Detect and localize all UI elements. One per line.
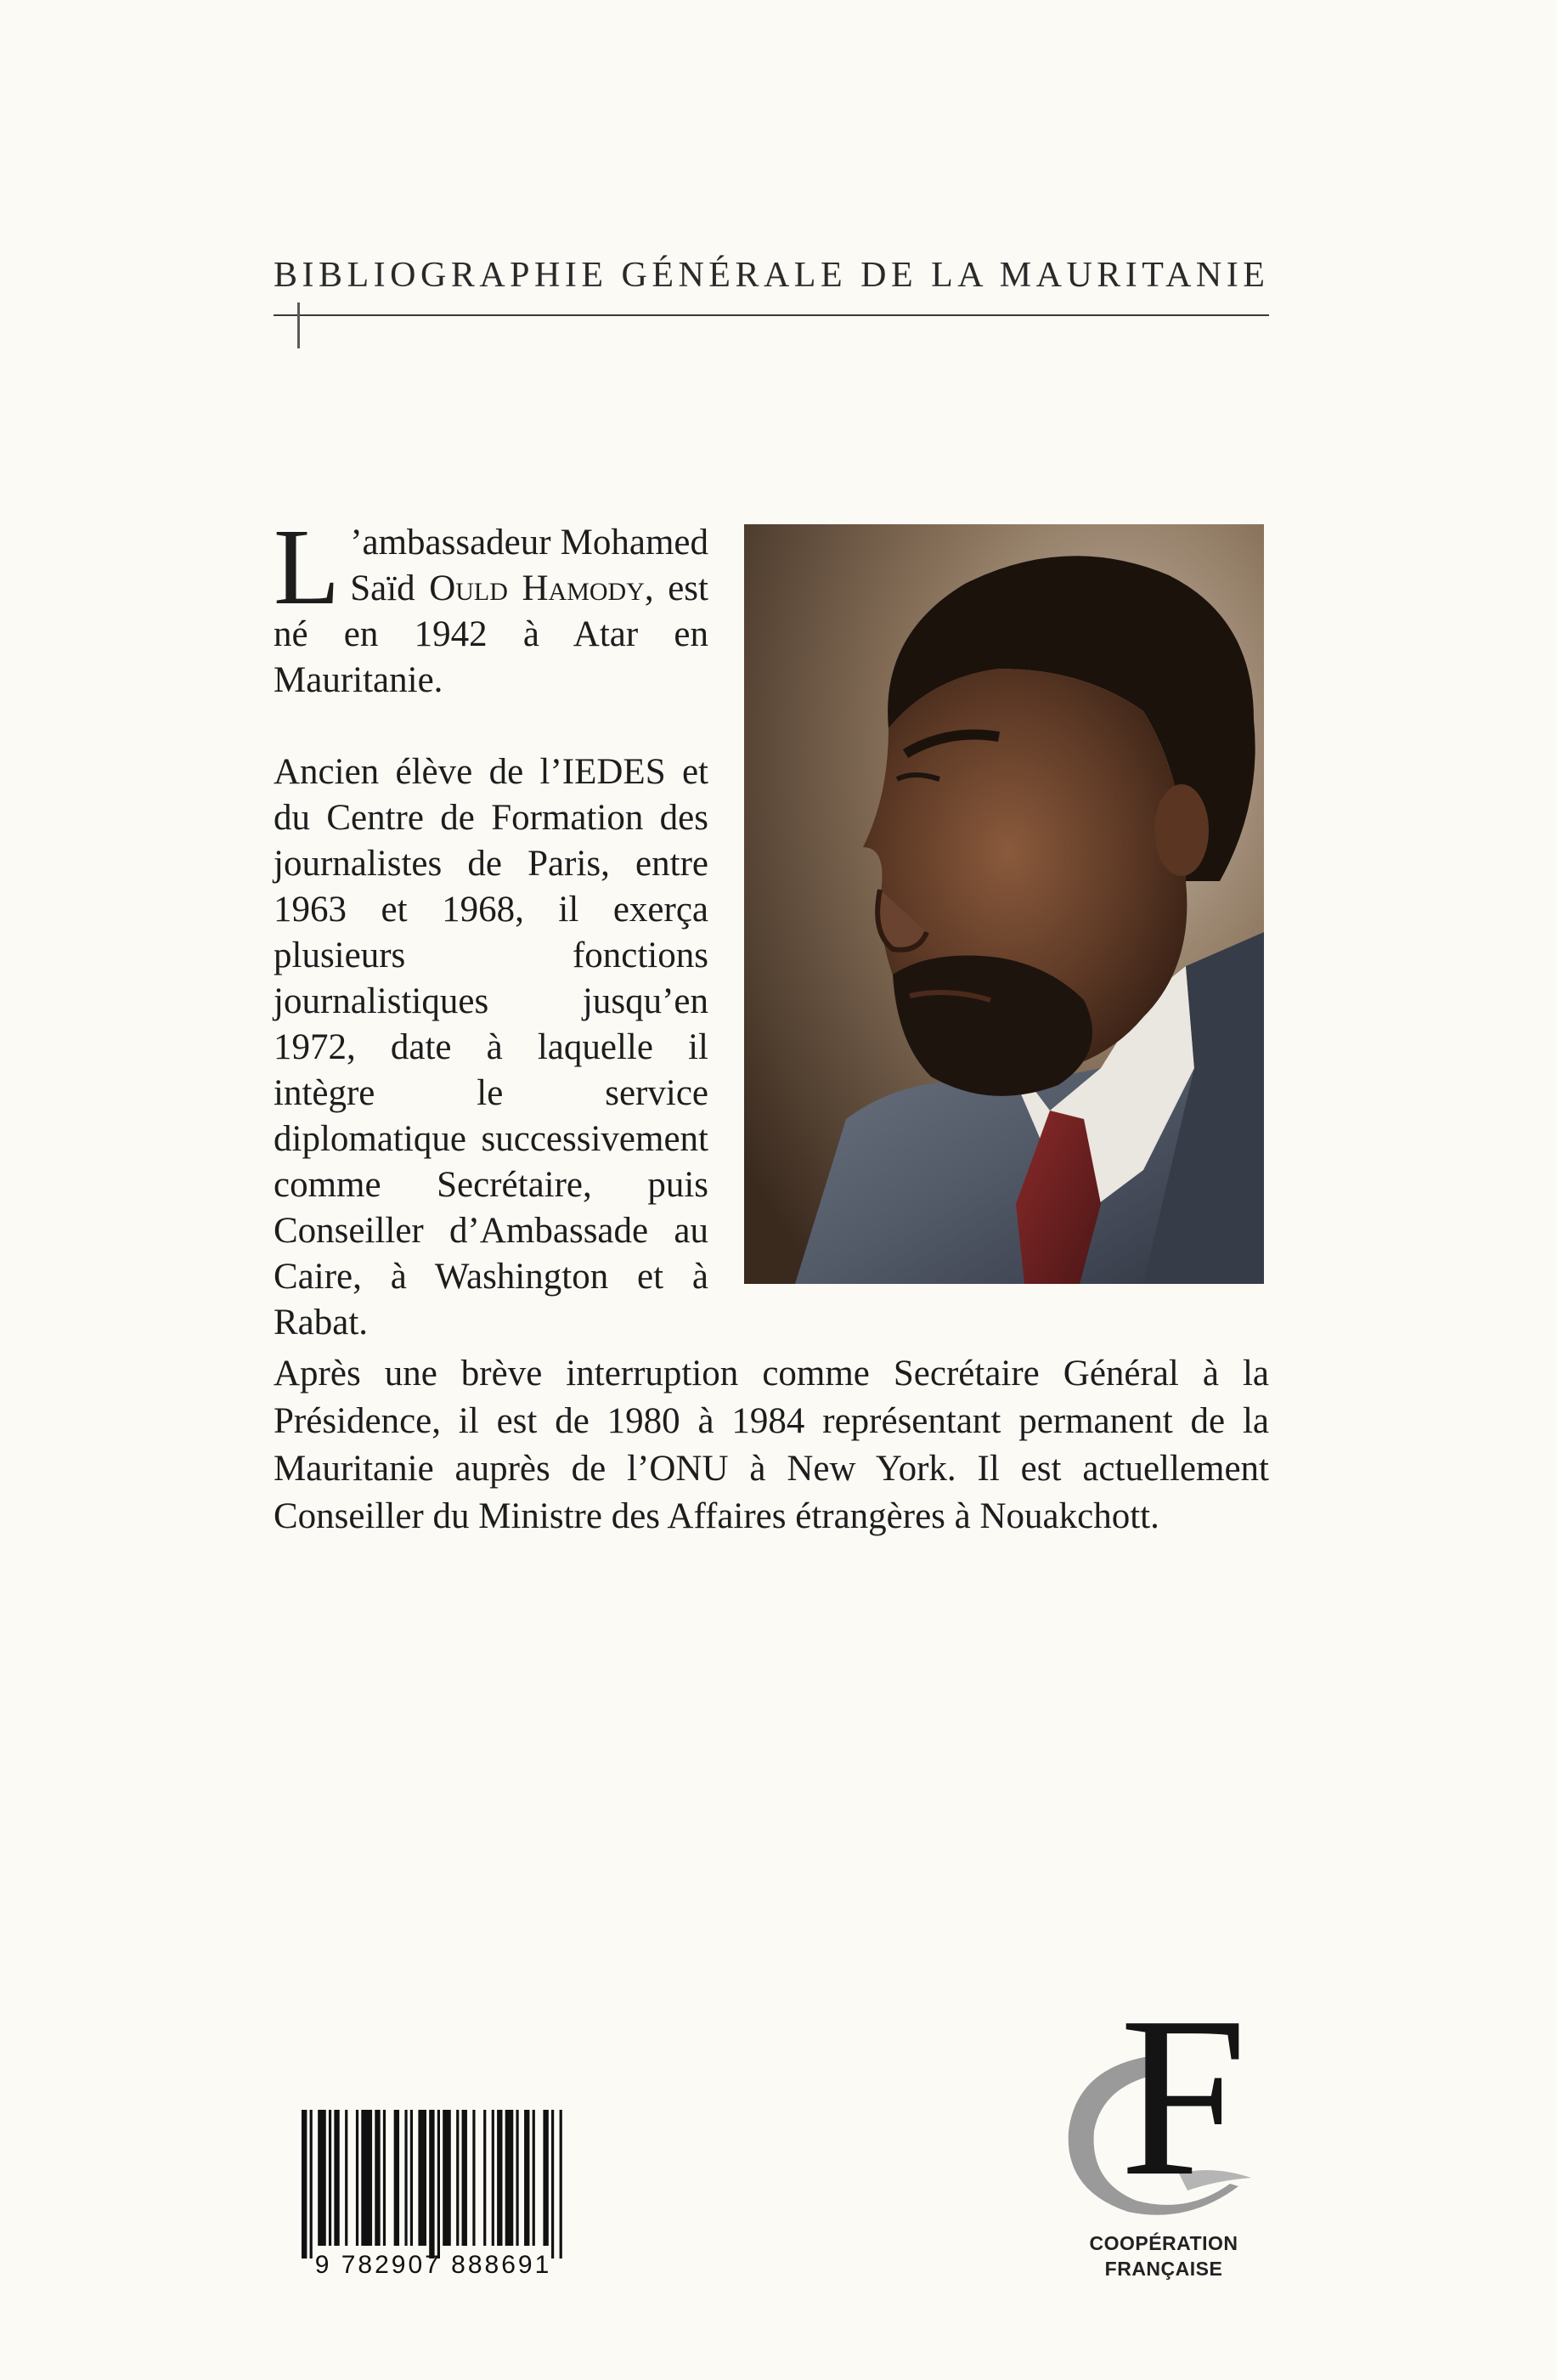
bio-paragraph-2: Ancien élève de l’IEDES et du Centre de Formation des journalistes de Paris, entre 1963 et 1968, il exerça plusieurs fonctions journalistiques jusqu’en 1972, date à laquelle il intègre le service diplomatique successivement comme Secrétaire, puis Conseiller d’Ambassade au Caire, à Washington et à Rabat. bbox=[274, 752, 708, 1343]
title-rule-tick bbox=[297, 302, 300, 348]
svg-text:F: F bbox=[1119, 1995, 1248, 2224]
barcode-bar bbox=[560, 2110, 562, 2258]
barcode-bar bbox=[497, 2110, 502, 2246]
barcode-bar bbox=[375, 2110, 380, 2246]
barcode-bar bbox=[334, 2110, 339, 2246]
barcode-bar bbox=[505, 2110, 514, 2246]
logo-caption bbox=[1079, 2230, 1249, 2281]
barcode-bar bbox=[383, 2110, 386, 2246]
barcode-bar bbox=[462, 2110, 467, 2246]
barcode-bar bbox=[483, 2110, 486, 2246]
isbn-number: 9 782907 888691 bbox=[314, 2251, 552, 2279]
barcode-bar bbox=[533, 2110, 535, 2246]
barcode-bar bbox=[472, 2110, 475, 2246]
title-rule bbox=[274, 314, 1269, 316]
logo-caption-line-1: COOPÉRATION bbox=[1089, 2232, 1238, 2254]
barcode-bar bbox=[345, 2110, 347, 2246]
bio-intro-text: ’ambassadeur Mohamed Saïd bbox=[350, 523, 708, 608]
barcode-bar bbox=[456, 2110, 459, 2246]
barcode-bar bbox=[410, 2110, 413, 2246]
barcode-bar bbox=[524, 2110, 529, 2246]
barcode-bar bbox=[356, 2110, 358, 2246]
barcode-bar bbox=[418, 2110, 426, 2246]
cooperation-francaise-logo bbox=[1052, 1995, 1264, 2225]
bio-intro-text-end: , est né en 1942 à Atar en Mauritanie. bbox=[274, 568, 708, 700]
series-title: BIBLIOGRAPHIE GÉNÉRALE DE LA MAURITANIE bbox=[274, 256, 1270, 295]
author-portrait bbox=[744, 524, 1264, 1284]
logo-caption-line-2: FRANÇAISE bbox=[1104, 2258, 1223, 2280]
barcode-bar bbox=[492, 2110, 494, 2246]
bio-paragraph-3-block bbox=[274, 1350, 1269, 1540]
barcode-bar bbox=[318, 2110, 326, 2246]
barcode-bar bbox=[543, 2110, 548, 2246]
bio-paragraph-1 bbox=[274, 506, 708, 704]
barcode-bar bbox=[394, 2110, 399, 2246]
bio-paragraph-3: Après une brève interruption comme Secrétaire Général à la Présidence, il est de 1980 à 1984 représentant permanent de la Mauritanie auprès de l’ONU à New York. Il est actuellement Conseiller du Ministre des Affaires étrangères à Nouakchott. bbox=[274, 1354, 1269, 1536]
drop-cap: L bbox=[274, 506, 341, 627]
barcode-bar bbox=[404, 2110, 407, 2246]
barcode-bar bbox=[551, 2110, 554, 2258]
barcode-bar bbox=[443, 2110, 451, 2246]
barcode-bar bbox=[361, 2110, 372, 2246]
barcode-bar bbox=[516, 2110, 518, 2246]
barcode-bar bbox=[310, 2110, 313, 2258]
barcode-bar bbox=[329, 2110, 331, 2246]
barcode-bar bbox=[437, 2110, 440, 2258]
author-surname: Ould Hamody bbox=[429, 568, 645, 608]
barcode-bar bbox=[429, 2110, 434, 2258]
barcode-bar bbox=[302, 2110, 307, 2258]
bio-column bbox=[274, 506, 708, 1392]
